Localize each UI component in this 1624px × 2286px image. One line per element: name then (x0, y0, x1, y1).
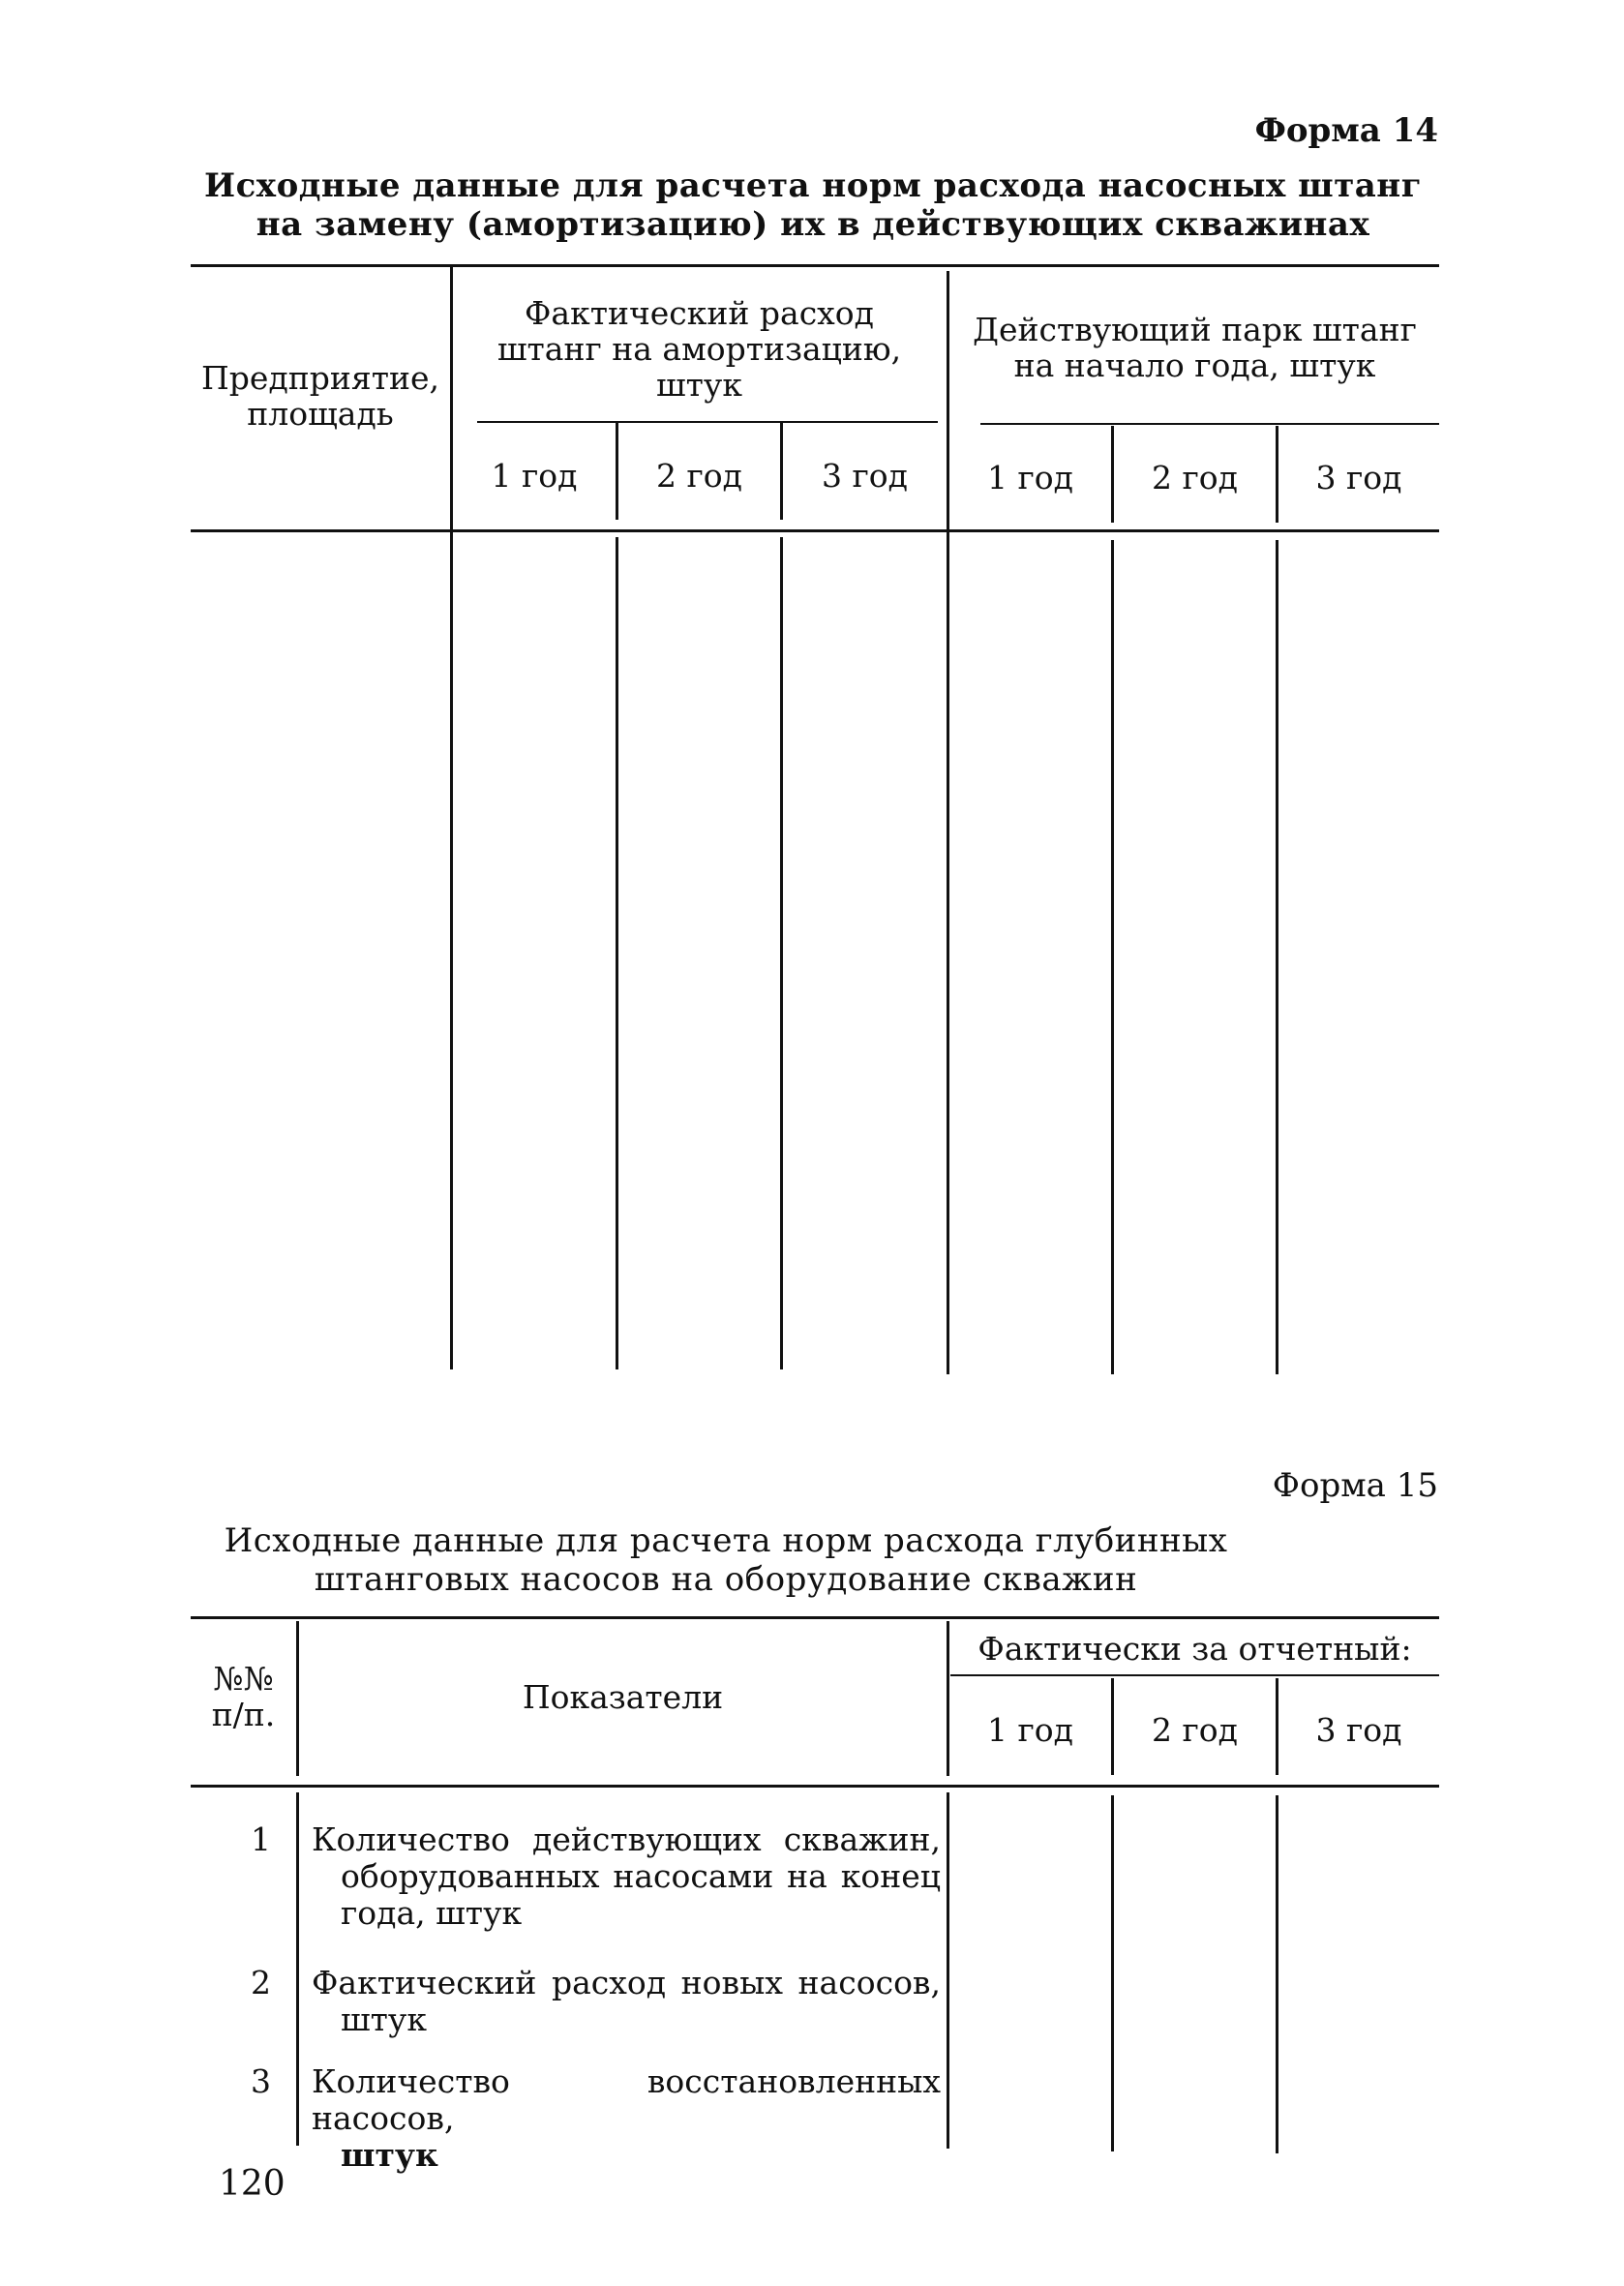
page-number: 120 (219, 2164, 286, 2204)
form15-title-line2: штанговых насосов на оборудование скважин (314, 1560, 1138, 1599)
form14-label: Форма 14 (1254, 111, 1438, 150)
form15-header-divider-1 (296, 1621, 299, 1776)
form15-row-text (312, 1965, 941, 2038)
form15-col-num-line2: п/п. (211, 1696, 276, 1733)
form14-group-park-line1: Действующий парк штанг (973, 311, 1417, 348)
form14-year-header: 2 год (1152, 459, 1238, 496)
form14-title-line2: на замену (амортизацию) их в действующих скважинах (256, 205, 1370, 244)
form15-row-text-line: Количество восстановленных насосов, (312, 2062, 941, 2137)
form15-col-divider-1 (296, 1792, 299, 2146)
form14-group-park-line2: на начало года, штук (1013, 346, 1376, 384)
form14-group-actual-line1: Фактический расход (525, 294, 874, 332)
form14-group-actual-line3: штук (656, 366, 742, 404)
form15-col-indicators: Показатели (522, 1678, 724, 1716)
form15-row-num: 2 (251, 1964, 271, 2001)
form15-year-header: 3 год (1315, 1711, 1402, 1749)
form15-col-divider-2 (947, 1792, 949, 2149)
form15-row-text-line: штук (341, 2000, 427, 2038)
form14-year-header: 2 год (656, 457, 742, 495)
form15-group-actual: Фактически за отчетный: (977, 1630, 1412, 1668)
form14-col-enterprise-line1: Предприятие, (201, 359, 439, 397)
form15-row-text-line: Количество действующих скважин, (312, 1820, 941, 1858)
form15-top-rule (191, 1616, 1439, 1619)
form15-row-text-line: года, штук (341, 1894, 523, 1932)
form15-title-line1: Исходные данные для расчета норм расхода глубинных (224, 1521, 1228, 1560)
form15-row-num: 3 (251, 2062, 271, 2100)
form14-year-header: 3 год (1315, 459, 1402, 496)
form14-year-header: 3 год (822, 457, 908, 495)
form15-row-text (312, 2063, 941, 2174)
form14-year-header: 1 год (987, 459, 1073, 496)
form15-row-num: 1 (251, 1820, 271, 1858)
form15-year-header: 2 год (1152, 1711, 1238, 1749)
form15-col-num-line1: №№ (213, 1660, 274, 1698)
form14-year-header: 1 год (491, 457, 578, 495)
form15-label: Форма 15 (1272, 1466, 1438, 1505)
form14-col-enterprise-line2: площадь (247, 395, 394, 433)
form14-group-actual-line2: штанг на амортизацию, (496, 330, 902, 368)
form15-header-divider-2 (947, 1621, 949, 1776)
form15-row-text-line: оборудованных насосами на конец (341, 1857, 941, 1895)
form15-group-rule (950, 1674, 1439, 1676)
form15-year-header: 1 год (987, 1711, 1073, 1749)
form15-col-divider-3 (1111, 1795, 1114, 2151)
form15-col-num (194, 1661, 293, 1732)
form14-title-line1: Исходные данные для расчета норм расхода насосных штанг (203, 166, 1423, 205)
form15-row-text (312, 1821, 941, 1932)
form15-row-text-line: штук (341, 2136, 438, 2174)
form15-header-rule (191, 1785, 1439, 1788)
form15-col-divider-4 (1276, 1795, 1278, 2153)
form15-row-text-line: Фактический расход новых насосов, (312, 1964, 941, 2001)
